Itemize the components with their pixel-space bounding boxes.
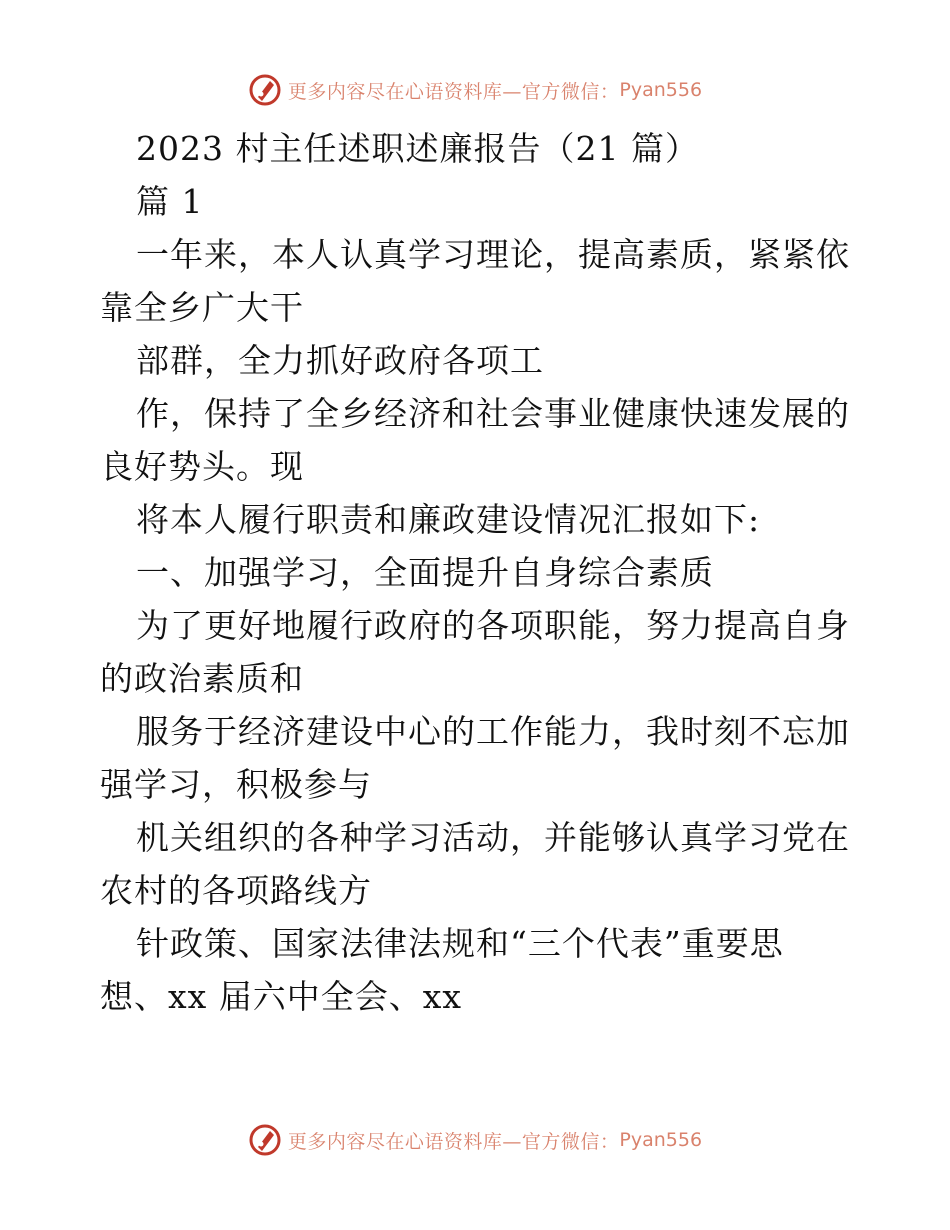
text-line: 服务于经济建设中心的工作能力，我时刻不忘加 — [136, 712, 850, 751]
text-line: 靠全乡广大干 — [100, 288, 304, 327]
banner-contact: Pyan556 — [619, 1129, 703, 1151]
banner-slogan: 更多内容尽在心语资料库—官方微信： — [287, 80, 620, 103]
header-banner — [0, 70, 950, 110]
text-line: 强学习，积极参与 — [100, 765, 372, 804]
text-line: 作，保持了全乡经济和社会事业健康快速发展的 — [136, 394, 850, 433]
text-line: 部群，全力抓好政府各项工 — [136, 341, 544, 380]
document-body — [100, 122, 860, 1023]
text-line: 针政策、国家法律法规和“三个代表”重要思 — [136, 924, 784, 963]
section-heading: 一、加强学习，全面提升自身综合素质 — [136, 553, 714, 592]
text-line: 为了更好地履行政府的各项职能，努力提高自身 — [136, 606, 850, 645]
document-title: 2023 村主任述职述廉报告（21 篇） — [136, 129, 699, 168]
pen-nib-logo-icon — [248, 73, 282, 107]
pen-nib-logo-icon — [248, 1123, 282, 1157]
text-line: 良好势头。现 — [100, 447, 304, 486]
banner-slogan: 更多内容尽在心语资料库—官方微信： — [287, 1130, 620, 1153]
text-line: 机关组织的各种学习活动，并能够认真学习党在 — [136, 818, 850, 857]
text-line: 想、xx 届六中全会、xx — [100, 977, 462, 1016]
text-line: 的政治素质和 — [100, 659, 304, 698]
text-line: 农村的各项路线方 — [100, 871, 372, 910]
text-line: 将本人履行职责和廉政建设情况汇报如下: — [136, 500, 761, 539]
text-line: 篇 1 — [136, 182, 204, 221]
banner-contact: Pyan556 — [619, 79, 703, 101]
text-line: 一年来，本人认真学习理论，提高素质，紧紧依 — [136, 235, 850, 274]
footer-banner — [0, 1120, 950, 1160]
